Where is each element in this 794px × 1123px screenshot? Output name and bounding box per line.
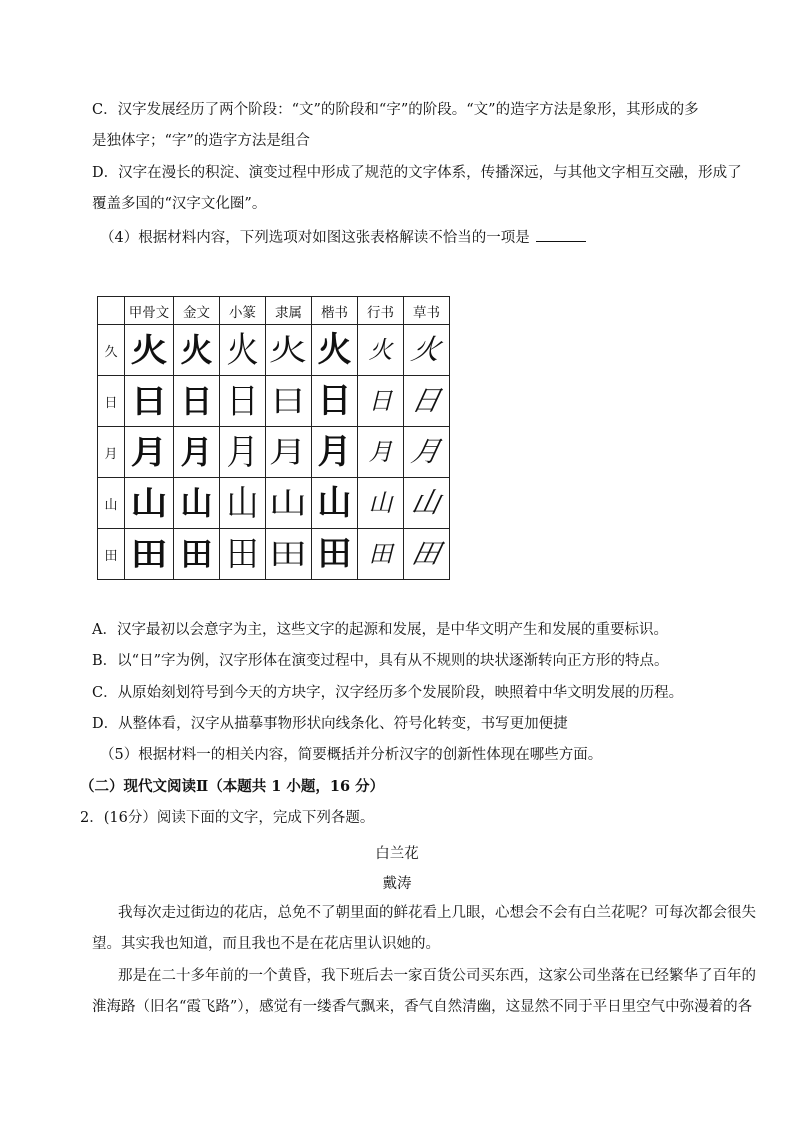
header-xingshu: 行书 <box>358 297 404 325</box>
glyph-cell <box>220 529 266 580</box>
paragraph-1-line2: 望。其实我也知道，而且我也不是在花店里认识她的。 <box>92 936 440 952</box>
row-label: 久 <box>98 325 125 376</box>
glyph-cell <box>266 325 312 376</box>
table-row <box>98 325 450 376</box>
glyph-cell <box>404 376 450 427</box>
character-glyph: 火 <box>226 329 259 371</box>
glyph-cell <box>266 478 312 529</box>
glyph-cell <box>404 325 450 376</box>
character-glyph: 山 <box>409 486 445 519</box>
row-label: 田 <box>98 529 125 580</box>
option-a: A．汉字最初以会意字为主，这些文字的起源和发展，是中华文明产生和发展的重要标识。 <box>92 622 668 638</box>
glyph-cell <box>312 376 358 427</box>
glyph-cell <box>312 427 358 478</box>
question-2: 2．(16分）阅读下面的文字，完成下列各题。 <box>80 810 375 826</box>
character-evolution-table <box>97 296 450 580</box>
option-c-line1: C．汉字发展经历了两个阶段：“文”的阶段和“字”的阶段。“文”的造字方法是象形，其形成的多 <box>92 102 699 118</box>
option-c: C．从原始刻划符号到今天的方块字，汉字经历多个发展阶段，映照着中华文明发展的历程。 <box>92 685 684 701</box>
glyph-cell <box>358 478 404 529</box>
character-glyph: 山 <box>130 484 168 522</box>
glyph-cell <box>312 478 358 529</box>
glyph-cell <box>125 478 174 529</box>
question-4-text: （4）根据材料内容，下列选项对如图这张表格解读不恰当的一项是 <box>100 230 530 246</box>
option-c-line2: 是独体字；“字”的造字方法是组合 <box>92 133 310 149</box>
glyph-cell <box>174 427 220 478</box>
character-glyph: 田 <box>317 534 352 574</box>
table-corner-cell <box>98 297 125 325</box>
table-header-row <box>98 297 450 325</box>
character-glyph: 日 <box>269 383 308 419</box>
glyph-cell <box>174 529 220 580</box>
option-d-line2: 覆盖多国的“汉字文化圈”。 <box>92 196 267 212</box>
header-xiaozhuan: 小篆 <box>220 297 266 325</box>
character-glyph: 日 <box>180 382 213 420</box>
article-author: 戴涛 <box>382 876 412 892</box>
character-glyph: 山 <box>368 489 393 517</box>
character-glyph: 火 <box>180 331 213 369</box>
character-glyph: 月 <box>180 433 213 471</box>
glyph-cell <box>358 529 404 580</box>
article-title: 白兰花 <box>375 846 419 862</box>
glyph-cell <box>266 427 312 478</box>
character-glyph: 火 <box>368 336 393 364</box>
character-glyph: 月 <box>409 435 445 468</box>
glyph-cell <box>174 376 220 427</box>
glyph-cell <box>404 529 450 580</box>
character-glyph: 火 <box>409 333 445 366</box>
glyph-cell <box>125 427 174 478</box>
character-glyph: 月 <box>368 438 393 466</box>
glyph-cell <box>266 376 312 427</box>
character-glyph: 山 <box>180 484 213 522</box>
character-glyph: 日 <box>368 387 393 415</box>
row-label: 山 <box>98 478 125 529</box>
glyph-cell <box>220 427 266 478</box>
paragraph-2-line2: 淮海路（旧名“霞飞路”），感觉有一缕香气飘来，香气自然清幽，这显然不同于平日里空气中弥漫着的各 <box>92 999 753 1015</box>
character-glyph: 火 <box>130 331 168 369</box>
header-kaishu: 楷书 <box>312 297 358 325</box>
glyph-cell <box>358 325 404 376</box>
glyph-cell <box>312 325 358 376</box>
header-lishu: 隶属 <box>266 297 312 325</box>
glyph-cell <box>174 325 220 376</box>
table-row <box>98 427 450 478</box>
character-glyph: 日 <box>226 380 259 422</box>
character-glyph: 月 <box>269 434 308 470</box>
character-glyph: 日 <box>317 381 352 421</box>
answer-blank <box>536 227 586 242</box>
character-glyph: 山 <box>317 483 352 523</box>
question-5: （5）根据材料一的相关内容，简要概括并分析汉字的创新性体现在哪些方面。 <box>100 747 603 763</box>
option-b: B．以“日”字为例，汉字形体在演变过程中，具有从不规则的块状逐渐转向正方形的特点。 <box>92 653 669 669</box>
character-glyph: 山 <box>226 482 259 524</box>
row-label: 月 <box>98 427 125 478</box>
character-glyph: 山 <box>269 485 308 521</box>
character-glyph: 月 <box>130 433 168 471</box>
character-glyph: 日 <box>130 382 168 420</box>
paragraph-1-line1: 我每次走过街边的花店，总免不了朝里面的鲜花看上几眼，心想会不会有白兰花呢？可每次都会很失 <box>118 905 756 921</box>
character-glyph: 月 <box>317 432 352 472</box>
character-glyph: 田 <box>409 537 445 570</box>
glyph-cell <box>220 478 266 529</box>
glyph-cell <box>266 529 312 580</box>
glyph-cell <box>312 529 358 580</box>
glyph-cell <box>125 529 174 580</box>
header-caoshu: 草书 <box>404 297 450 325</box>
table-row <box>98 478 450 529</box>
character-glyph: 火 <box>317 330 352 370</box>
glyph-cell <box>358 376 404 427</box>
row-label: 日 <box>98 376 125 427</box>
glyph-cell <box>174 478 220 529</box>
character-glyph: 田 <box>368 540 393 568</box>
table-row <box>98 529 450 580</box>
character-glyph: 田 <box>269 536 308 572</box>
option-d: D．从整体看，汉字从描摹事物形状向线条化、符号化转变，书写更加便捷 <box>92 716 568 732</box>
glyph-cell <box>404 427 450 478</box>
character-glyph: 田 <box>180 535 213 573</box>
character-glyph: 田 <box>130 535 168 573</box>
character-glyph: 火 <box>269 332 308 368</box>
option-d-line1: D．汉字在漫长的积淀、演变过程中形成了规范的文字体系，传播深远，与其他文字相互交融，形成了 <box>92 165 742 181</box>
header-jinwen: 金文 <box>174 297 220 325</box>
character-glyph: 日 <box>409 384 445 417</box>
paragraph-2-line1: 那是在二十多年前的一个黄昏，我下班后去一家百货公司买东西，这家公司坐落在已经繁华了百年的 <box>118 968 756 984</box>
glyph-cell <box>220 325 266 376</box>
character-glyph: 月 <box>226 431 259 473</box>
question-4 <box>100 227 586 248</box>
glyph-cell <box>358 427 404 478</box>
table-row <box>98 376 450 427</box>
character-glyph: 田 <box>226 533 259 575</box>
glyph-cell <box>404 478 450 529</box>
glyph-cell <box>125 325 174 376</box>
header-jiaguwen: 甲骨文 <box>125 297 174 325</box>
section-heading: （二）现代文阅读Ⅱ（本题共 1 小题，16 分） <box>80 778 385 795</box>
glyph-cell <box>125 376 174 427</box>
glyph-cell <box>220 376 266 427</box>
